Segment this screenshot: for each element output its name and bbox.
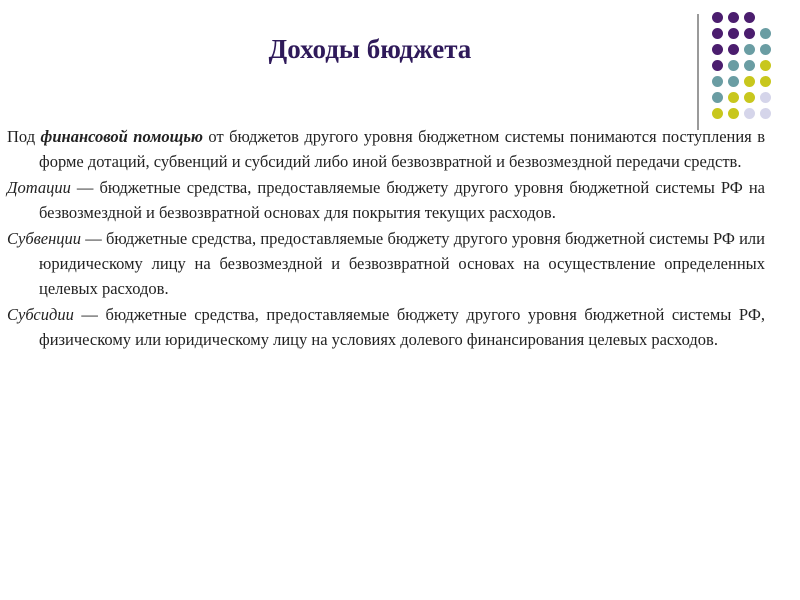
- decor-dot: [760, 60, 771, 71]
- paragraph-financial-aid: [7, 124, 765, 174]
- decor-dot: [760, 76, 771, 87]
- decor-dot: [712, 44, 723, 55]
- decor-dot: [728, 108, 739, 119]
- decor-dot: [744, 92, 755, 103]
- decor-dot: [712, 92, 723, 103]
- paragraph-lead: Под: [7, 127, 41, 146]
- decor-dot: [712, 108, 723, 119]
- decor-dot: [744, 60, 755, 71]
- decor-dot: [744, 28, 755, 39]
- decor-dot: [728, 60, 739, 71]
- paragraph-dotations: [7, 175, 765, 225]
- term-subventions: Субвенции: [7, 229, 82, 248]
- decor-dot: [712, 60, 723, 71]
- decor-dot: [760, 44, 771, 55]
- decor-dot: [744, 44, 755, 55]
- decor-dot: [744, 12, 755, 23]
- term-dotations: Дотации: [7, 178, 71, 197]
- paragraph-text: — бюджетные средства, предоставляемые бюджету другого уровня бюджетной системы РФ или юридическому лицу на безвозмездной и безвозвратной основах на осуществление определенных целевых расходов.: [39, 229, 765, 298]
- decor-dot: [712, 28, 723, 39]
- dot-grid-decoration-icon: [0, 0, 800, 140]
- paragraph-text: — бюджетные средства, предоставляемые бюджету другого уровня бюджетной системы РФ на безвозмездной и безвозвратной основах для покрытия текущих расходов.: [39, 178, 765, 222]
- decor-dot: [760, 28, 771, 39]
- slide-body: [7, 124, 765, 353]
- term-subsidies: Субсидии: [7, 305, 74, 324]
- slide-title: Доходы бюджета: [268, 34, 472, 64]
- decor-dot: [760, 108, 771, 119]
- decor-dot: [760, 92, 771, 103]
- paragraph-text: — бюджетные средства, предоставляемые бюджету другого уровня бюджетной системы РФ, физическому или юридическому лицу на условиях долевого финансирования целевых расходов.: [39, 305, 765, 349]
- decor-dot: [728, 92, 739, 103]
- paragraph-text: от бюджетов другого уровня бюджетном системы понимаются поступления в форме дотаций, субвенций и субсидий либо иной безвозвратной и безвозмездной передачи средств.: [39, 127, 766, 171]
- paragraph-subventions: [7, 226, 765, 301]
- decor-dot: [728, 76, 739, 87]
- decor-dot: [728, 12, 739, 23]
- decor-dot: [728, 28, 739, 39]
- decor-dot: [744, 76, 755, 87]
- decor-dot: [712, 76, 723, 87]
- paragraph-subsidies: [7, 302, 765, 352]
- term-financial-aid: финансовой помощью: [40, 127, 203, 146]
- decor-dot: [712, 12, 723, 23]
- decor-dot: [744, 108, 755, 119]
- decor-dot: [728, 44, 739, 55]
